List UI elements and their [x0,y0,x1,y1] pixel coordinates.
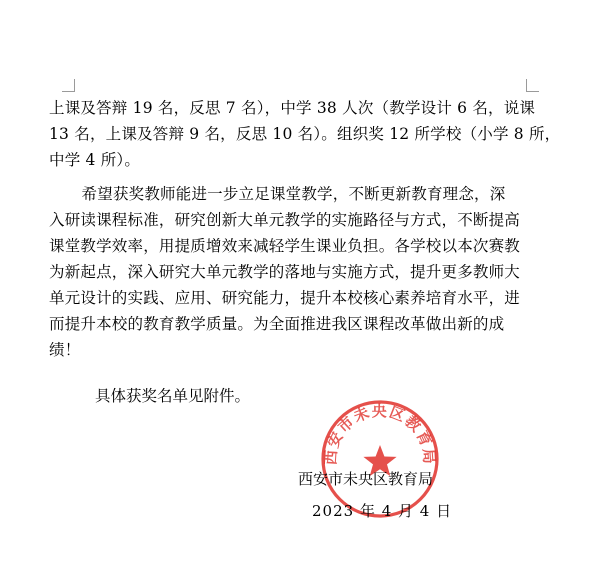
text-line: 课堂教学效率，用提质增效来减轻学生课业负担。各学校以本次赛教 [49,237,521,255]
text-line: 而提升本校的教育教学质量。为全面推进我区课程改革做出新的成 [49,315,505,333]
attachment-note: 具体获奖名单见附件。 [95,387,251,405]
text-line: 希望获奖教师能进一步立足课堂教学，不断更新教育理念，深 [81,185,506,203]
seal-text: 西安市未央区教育局 [321,402,439,466]
document-body [49,95,559,363]
crop-mark-top-right [526,79,539,92]
text-line: 中学 4 所）。 [49,151,141,169]
text-line: 入研读课程标准，研究创新大单元教学的实施路径与方式，不断提高 [49,211,521,229]
text-line: 单元设计的实践、应用、研究能力，提升本校核心素养培育水平，进 [49,289,521,307]
signature-organization: 西安市未央区教育局 [298,470,434,488]
signature-date: 2023 年 4 月 4 日 [312,502,453,520]
text-line: 绩！ [49,341,81,359]
text-line: 为新起点，深入研究大单元教学的落地与实施方式，提升更多教师大 [49,263,521,281]
text-line: 上课及答辩 19 名，反思 7 名），中学 38 人次（教学设计 6 名，说课 [49,99,536,117]
crop-mark-top-left [62,79,75,92]
text-line: 13 名，上课及答辩 9 名，反思 10 名）。组织奖 12 所学校（小学 8 所， [49,125,561,143]
